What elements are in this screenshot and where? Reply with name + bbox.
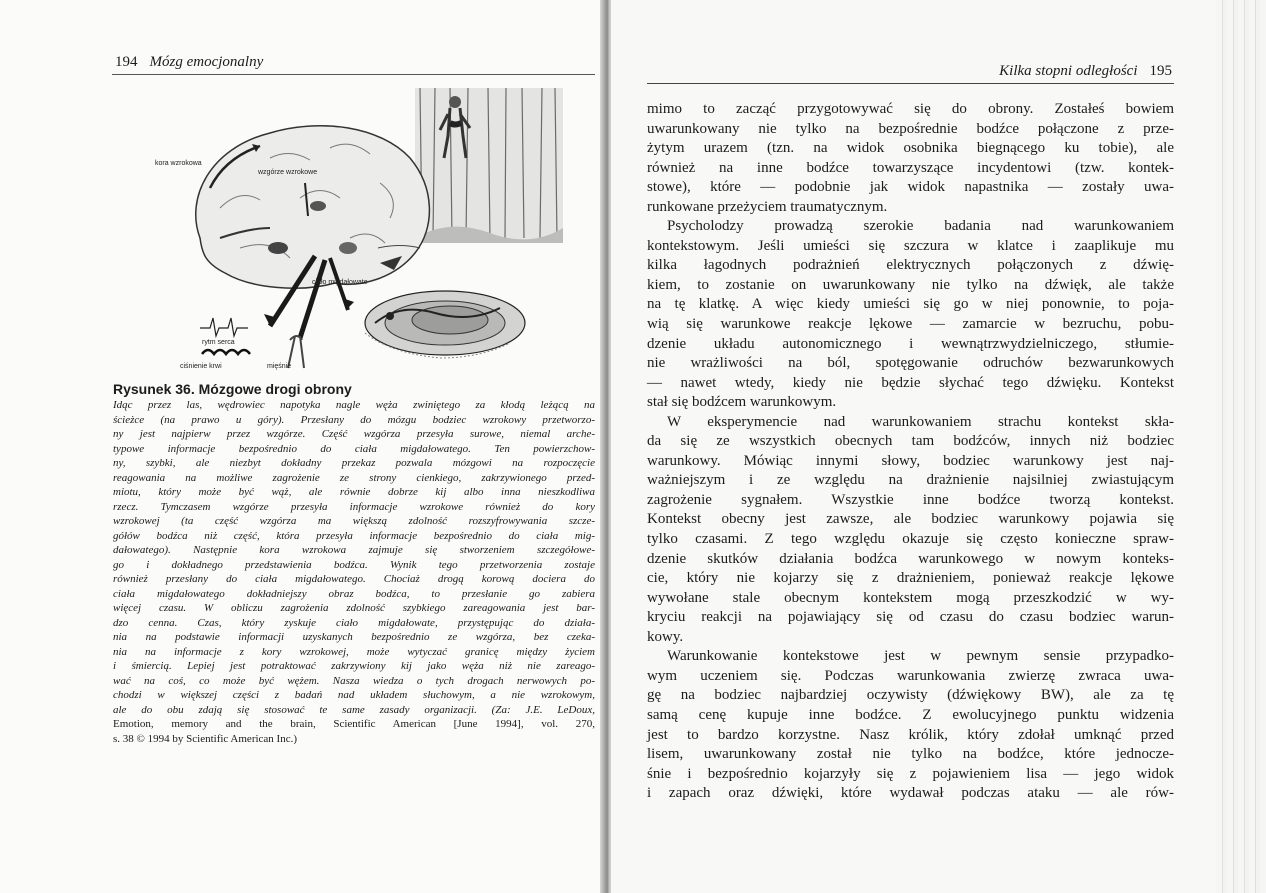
text-line: runkowane przeżyciem traumatycznym. (647, 198, 888, 215)
text-line: kilka łagodnych podrażnień elektrycznych połączonych z dźwię- (647, 257, 1174, 274)
text-line: i zapach oraz dźwięki, które wydawał podczas ataku — ale rów- (647, 785, 1174, 802)
text-line: samą cenę kupuje inne bodźce. Z ewolucyjnego punktu widzenia (647, 706, 1174, 723)
text-line: lisem, uwarunkowany został nie tylko na bodźce, które jednocze- (647, 746, 1174, 763)
text-line: zagrożenie sygnałem. Wszystkie inne bodźce tworzą kontekst. (647, 491, 1174, 508)
right-page (611, 0, 1266, 893)
label-visual-thalamus: wzgórze wzrokowe (258, 169, 318, 176)
left-header-rule (112, 74, 595, 75)
text-line: Psycholodzy prowadzą szerokie badania nad warunkowaniem (667, 218, 1174, 235)
caption-line: wzrokowej (ta część wzgórza ma większą zdolność rozszyfrowywania szcze- (113, 515, 595, 527)
text-line: stowe), które — podobnie jak widok napastnika — zostały uwa- (647, 179, 1174, 196)
text-line: uwarunkowany nie tylko na bezpośrednie bodźce połączone z prze- (647, 120, 1174, 137)
right-running-title: Kilka stopni odległości (999, 63, 1138, 79)
label-visual-cortex: kora wzrokowa (155, 160, 202, 167)
text-line: gę na bodziec najbardziej oczywisty (dźwiękowy BW), ale za tę (647, 687, 1174, 704)
caption-line: typowe informacje bezpośrednio do ciała migdałowatego. Ten powierzchow- (113, 442, 595, 455)
left-page (0, 0, 604, 893)
text-line: wywołane stale obecnym kontekstem mogą przeszkodzić w wy- (647, 589, 1174, 606)
text-line: dzenie skutków działania bodźca warunkowego w nowym konteks- (647, 550, 1174, 567)
text-line: żytym urazem (tzn. na widok osobnika biegnącego ku tobie), ale (647, 140, 1174, 157)
caption-line: ciała migdałowatego dokładniejszy obraz bodźca, to przesłanie go zabiera (113, 587, 595, 600)
text-line: na tę klatkę. A więc kiedy umieści się go w niej ponownie, to poja- (647, 296, 1174, 313)
caption-line: miotu, który może być wąż, ale równie dobrze kij albo inna nieszkodliwa (113, 486, 595, 498)
label-amygdala: ciało migdałowate (312, 279, 368, 286)
text-line: — nawet wtedy, kiedy nie będzie słychać tego dźwięku. Kontekst (647, 374, 1174, 391)
caption-line: s. 38 © 1994 by Scientific American Inc.) (113, 732, 298, 745)
caption-line: ścieżce (na prawo u góry). Przesłany do mózgu bodziec wzrokowy przetworzo- (113, 413, 595, 426)
caption-line: i śmiercią. Lepiej jest potraktować zakrzywiony kij jako węża niż nie zareago- (113, 660, 595, 672)
fear-pathway-figure (150, 88, 590, 374)
ecg-trace (200, 318, 250, 354)
text-line: Warunkowanie kontekstowe jest w pewnym sensie przypadko- (667, 648, 1174, 665)
text-line: kryciu reakcji na pojawiający się od czasu do czasu bodziec warun- (647, 609, 1174, 626)
text-line: ważniejszym i ze względu na drażnienie najsilniej zwiastującym (647, 472, 1174, 489)
text-line: wym uczeniem się. Podczas warunkowania zwierzę zwraca uwa- (647, 667, 1174, 684)
caption-line: dzo cenna. Czas, który zyskuje ciało migdałowate, przystępując do działa- (113, 616, 595, 629)
right-page-number: 195 (1149, 63, 1172, 79)
label-blood-pressure: ciśnienie krwi (180, 363, 222, 370)
hiker-scene-illustration (415, 88, 563, 243)
text-line: dzenie układu autonomicznego i wewnątrzwydzielniczego, stłumie- (647, 335, 1174, 352)
text-line: również na inne bodźce towarzyszące incydentowi (tzw. kontek- (647, 159, 1174, 176)
text-line: cie, który nie kojarzy się z drażnieniem, ponieważ reakcje lękowe (647, 570, 1174, 587)
text-line: śnie i bezpośrednio kojarzyły się z pojawieniem lisa — jego widok (647, 765, 1174, 782)
caption-line: reagowania na możliwe zagrożenie ze strony cienkiego, zakrzywionego przed- (113, 471, 595, 484)
caption-line: również przesłany do ciała migdałowatego. Chociaż drogą korową dociera do (113, 573, 595, 585)
text-line: nie wrażliwości na ból, spotęgowanie odruchów bezwarunkowych (647, 355, 1174, 372)
caption-line: go i dokładnego przedstawienia bodźca. Wynik tego przetworzenia zostaje (113, 558, 595, 571)
text-line: tylko czasami. Z tego względu okazuje się często konieczne spraw- (647, 531, 1174, 548)
right-body-text (647, 100, 1174, 804)
label-muscles: mięśnie (267, 363, 292, 370)
caption-line: Emotion, memory and the brain, Scientific American [June 1994], vol. 270, (113, 718, 595, 730)
text-line: kowy. (647, 628, 684, 645)
text-line: W eksperymencie nad warunkowaniem strachu kontekst skła- (667, 413, 1174, 430)
caption-line: ny, szybki, ale niezbyt dokładny przekaz pozwala mózgowi na rozpoczęcie (113, 457, 595, 469)
caption-line: nia na informacje z kory wzrokowej, może wytyczać granicę między życiem (113, 645, 595, 658)
figure-caption (113, 380, 595, 746)
text-line: kiem, to zostanie on uwarunkowany nie tylko na dźwięk, ale także (647, 276, 1174, 293)
snake-illustration (365, 291, 525, 358)
caption-line: gółów bodźca niż część, która przesyła informacje bezpośrednio do ciała mig- (113, 529, 595, 542)
caption-line: chodzi w większej części z badań nad układem słuchowym, a nie wzrokowym, (113, 689, 595, 701)
text-line: kontekstowym. Jeśli umieści się szczura w klatce i zaaplikuje mu (647, 237, 1174, 254)
left-running-title: Mózg emocjonalny (149, 54, 264, 70)
text-line: mimo to zacząć przygotowywać się do obrony. Zostałeś bowiem (647, 101, 1174, 117)
caption-line: więcej czasu. W obliczu zagrożenia zdolność szybkiego zareagowania jest bar- (113, 602, 595, 614)
text-line: warunkowy. Mówiąc innymi słowy, bodziec warunkowy jest naj- (647, 452, 1174, 469)
caption-line: nia na podstawie informacji uzyskanych bezpośrednio ze wzgórza, bez czeka- (113, 631, 595, 643)
caption-line: rzecz. Tymczasem wzgórze przesyła informacje wzrokowe również do kory (113, 500, 595, 513)
caption-line: ny jest najpierw przez wzgórze. Część wzgórza przesyła surowe, niemal arche- (113, 428, 595, 440)
caption-line: Idąc przez las, wędrowiec napotyka nagle węża zwiniętego za kłodą leżącą na (113, 399, 595, 411)
text-line: stał się bodźcem warunkowym. (647, 394, 837, 411)
text-line: Kontekst obecny jest zawsze, ale bodziec warunkowy pojawia się (647, 511, 1174, 528)
text-line: da się ze wszystkich obecnych tam bodźców, innych niż bodziec (647, 433, 1174, 450)
figure-caption-title: Rysunek 36. Mózgowe drogi obrony (113, 381, 352, 397)
caption-line: ale do obu zdają się stosować te same zasady organizacji. (Za: J.E. LeDoux, (113, 703, 595, 716)
text-line: jest to bardzo korzystne. Nasz królik, który zdołał umknąć przed (647, 726, 1174, 743)
right-running-head (999, 63, 1172, 80)
text-line: wią się warunkowe reakcje lękowe — zamarcie w bezruchu, pobu- (647, 316, 1174, 333)
left-running-head (115, 54, 263, 71)
caption-line: wać na coś, co może być wężem. Nasza wiedza o tych drogach nerwowych po- (113, 674, 595, 687)
left-page-number: 194 (115, 54, 138, 70)
right-header-rule (647, 83, 1174, 84)
caption-line: dałowatego). Następnie kora wzrokowa zajmuje się stworzeniem szczegółowe- (113, 544, 595, 556)
page-edge-stack (1216, 0, 1266, 893)
label-heart-rate: rytm serca (202, 339, 235, 346)
